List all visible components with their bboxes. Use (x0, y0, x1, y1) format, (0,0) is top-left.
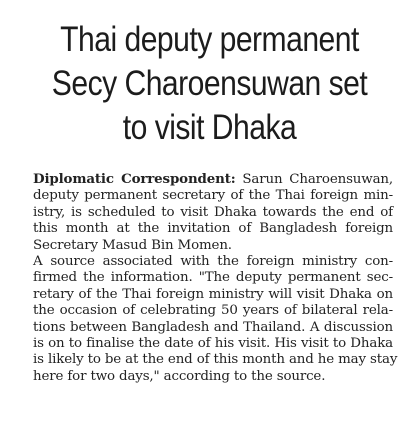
paragraph-2-line-4: the occasion of celebrating 50 years of bilateral rela- (33, 303, 393, 319)
paragraph-1-line-1 (33, 171, 393, 188)
article-headline (38, 18, 381, 150)
paragraph-1-line-5: Secretary Masud Bin Momen. (33, 237, 232, 253)
paragraph-2-line-6: is on to finalise the date of his visit. His visit to Dhaka (33, 336, 393, 352)
paragraph-1-line-1-text: Sarun Charoensuwan, (235, 172, 393, 187)
byline: Diplomatic Correspondent: (33, 171, 236, 187)
paragraph-1-line-3: istry, is scheduled to visit Dhaka towards the end of (33, 204, 393, 220)
paragraph-2-line-1: A source associated with the foreign ministry con- (33, 254, 393, 270)
paragraph-2-line-5: tions between Bangladesh and Thailand. A discussion (33, 319, 393, 335)
headline-line-2: Secy Charoensuwan set (51, 64, 368, 103)
paragraph-2-line-7: is likely to be at the end of this month and he may stay (33, 352, 398, 368)
headline-line-3: to visit Dhaka (122, 108, 297, 147)
paragraph-1 (33, 171, 393, 254)
headline-line-1: Thai deputy permanent (60, 20, 359, 59)
article-body (33, 171, 398, 385)
paragraph-1-line-4: this month at the invitation of Bangladesh foreign (33, 221, 393, 237)
paragraph-2-line-2: firmed the information. "The deputy permanent sec- (33, 270, 393, 286)
paragraph-2-line-3: retary of the Thai foreign ministry will visit Dhaka on (33, 286, 393, 302)
paragraph-1-line-2: deputy permanent secretary of the Thai foreign min- (33, 188, 393, 204)
paragraph-2-line-8: here for two days," according to the source. (33, 368, 326, 384)
paragraph-2 (33, 254, 398, 385)
